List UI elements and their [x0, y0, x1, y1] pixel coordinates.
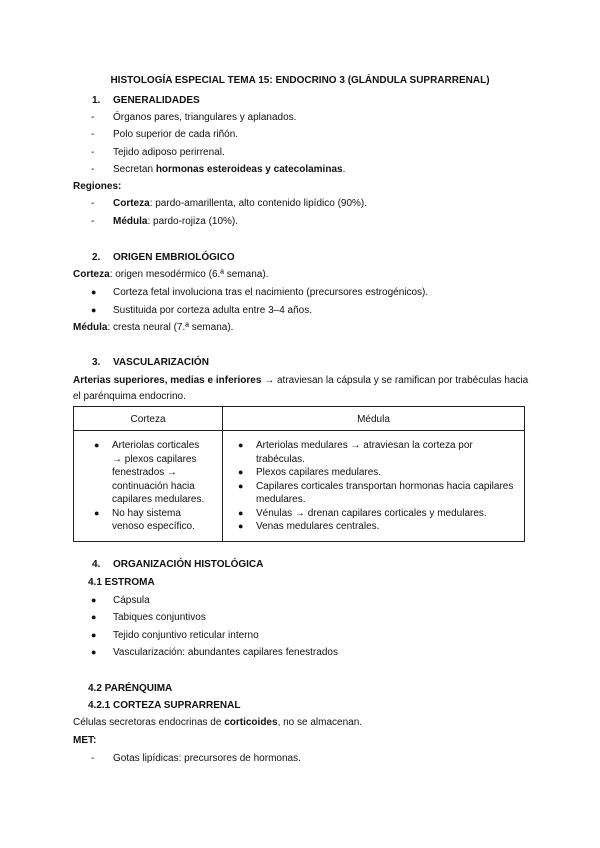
- list-item-text: Corteza fetal involuciona tras el nacimiento (precursores estrogénicos).: [113, 287, 429, 298]
- vascular-intro: [73, 375, 528, 388]
- section-3-title: VASCULARIZACIÓN: [113, 357, 209, 368]
- vascular-intro-line2: el parénquima endocrino.: [73, 391, 186, 402]
- list-item-text: Venas medulares centrales.: [256, 521, 380, 532]
- list-item: - Polo superior de cada riñón.: [91, 129, 239, 140]
- met-label: MET:: [73, 735, 97, 746]
- table-header-medula: Médula: [357, 414, 390, 425]
- term-corteza: Corteza: [73, 269, 110, 280]
- parenquima-heading: 4.2 PARÉNQUIMA: [88, 683, 173, 694]
- list-item: - Corteza: pardo-amarillenta, alto contenido lipídico (90%).: [91, 198, 368, 209]
- list-item: ● Arteriolas corticales → plexos capilares fenestrados → continuación hacia capilares medulares.: [94, 440, 205, 505]
- table-cell-corteza: [92, 439, 212, 534]
- list-item: ● Arteriolas medulares → atraviesan la corteza por trabéculas.: [238, 440, 473, 465]
- table-cell-medula: [236, 439, 518, 534]
- list-item: ● Tabiques conjuntivos: [91, 612, 206, 623]
- list-item-text: No hay sistema venoso específico.: [112, 507, 195, 532]
- list-item: ● Venas medulares centrales.: [238, 521, 380, 532]
- list-item-text: Vascularización: abundantes capilares fenestrados: [113, 647, 338, 658]
- list-item-bold: hormonas esteroideas y catecolaminas: [155, 164, 343, 175]
- list-item-text: : pardo-amarillenta, alto contenido lipídico (90%).: [149, 198, 368, 209]
- paragraph-text: → atraviesan la cápsula y se ramifican por trabéculas hacia: [261, 375, 529, 386]
- list-item-text: Secretan: [113, 164, 156, 175]
- list-item-text: Tabiques conjuntivos: [113, 612, 206, 623]
- list-item-text: Sustituida por corteza adulta entre 3–4 años.: [113, 305, 313, 316]
- section-3-number: 3.: [92, 357, 101, 368]
- list-item: ● Corteza fetal involuciona tras el nacimiento (precursores estrogénicos).: [91, 287, 429, 298]
- list-item: - Gotas lipídicas: precursores de hormonas.: [91, 753, 301, 764]
- estroma-heading: 4.1 ESTROMA: [88, 577, 155, 588]
- list-item-text: Vénulas → drenan capilares corticales y medulares.: [256, 507, 487, 519]
- section-4-number: 4.: [92, 559, 101, 570]
- list-item-text: Tejido adiposo perirrenal.: [113, 147, 225, 158]
- cells-paragraph: [73, 717, 362, 730]
- section-2-number: 2.: [92, 252, 101, 263]
- list-item-text: Arteriolas corticales → plexos capilares fenestrados → continuación hacia capilares medulares.: [112, 440, 205, 505]
- section-2-heading: [92, 252, 235, 265]
- list-item-text: Capilares corticales transportan hormonas hacia capilares medulares.: [256, 480, 514, 505]
- paragraph-text: : cresta neural (7.ª semana).: [107, 322, 234, 333]
- term-corteza: Corteza: [113, 198, 150, 209]
- list-item: ● Cápsula: [91, 595, 150, 606]
- list-item-text: Plexos capilares medulares.: [256, 467, 382, 478]
- list-item: ● Tejido conjuntivo reticular interno: [91, 630, 259, 641]
- section-1-number: 1.: [92, 95, 101, 106]
- list-item: - Tejido adiposo perirrenal.: [91, 147, 225, 158]
- page-title: HISTOLOGÍA ESPECIAL TEMA 15: ENDOCRINO 3 (GLÁNDULA SUPRARRENAL): [110, 75, 490, 86]
- list-item-text: .: [342, 164, 346, 175]
- section-4-title: ORGANIZACIÓN HISTOLÓGICA: [113, 559, 264, 570]
- list-item: ● No hay sistema venoso específico.: [94, 507, 195, 532]
- corteza-origin: [73, 269, 268, 282]
- list-item-text: Polo superior de cada riñón.: [113, 129, 239, 140]
- section-3-heading: [92, 357, 209, 370]
- corteza-suprarrenal-heading: 4.2.1 CORTEZA SUPRARRENAL: [88, 700, 241, 711]
- regiones-label: Regiones:: [73, 181, 122, 192]
- arteries-term: Arterias superiores, medias e inferiores: [73, 375, 262, 386]
- section-1-title: GENERALIDADES: [113, 95, 200, 106]
- list-item-text: : pardo-rojiza (10%).: [147, 216, 239, 227]
- list-item: ● Capilares corticales transportan hormonas hacia capilares medulares.: [238, 480, 514, 505]
- section-2-title: ORIGEN EMBRIOLÓGICO: [113, 252, 235, 263]
- table-column-divider: [222, 407, 223, 541]
- medula-origin: [73, 322, 233, 335]
- term-corticoides: corticoides: [224, 717, 278, 728]
- term-medula: Médula: [73, 322, 108, 333]
- list-item: ● Vascularización: abundantes capilares fenestrados: [91, 647, 338, 658]
- term-medula: Médula: [113, 216, 148, 227]
- paragraph-text: : origen mesodérmico (6.ª semana).: [109, 269, 269, 280]
- list-item: - Secretan hormonas esteroideas y catecolaminas.: [91, 164, 346, 175]
- list-item: ● Sustituida por corteza adulta entre 3–4 años.: [91, 305, 313, 316]
- paragraph-text: , no se almacenan.: [277, 717, 363, 728]
- list-item: - Médula: pardo-rojiza (10%).: [91, 216, 239, 227]
- table-header-corteza: Corteza: [130, 414, 166, 425]
- list-item-text: Cápsula: [113, 595, 150, 606]
- list-item: ● Plexos capilares medulares.: [238, 467, 382, 478]
- list-item: - Órganos pares, triangulares y aplanados.: [91, 112, 297, 123]
- vascularization-table: [73, 406, 525, 542]
- list-item: ● Vénulas → drenan capilares corticales y medulares.: [238, 507, 487, 519]
- list-item-text: Tejido conjuntivo reticular interno: [113, 630, 259, 641]
- paragraph-text: Células secretoras endocrinas de: [73, 717, 225, 728]
- list-item-text: Arteriolas medulares → atraviesan la corteza por trabéculas.: [256, 440, 473, 465]
- section-1-heading: [92, 95, 200, 108]
- section-4-heading: [92, 559, 263, 572]
- list-item-text: Gotas lipídicas: precursores de hormonas.: [113, 753, 301, 764]
- list-item-text: Órganos pares, triangulares y aplanados.: [113, 112, 297, 123]
